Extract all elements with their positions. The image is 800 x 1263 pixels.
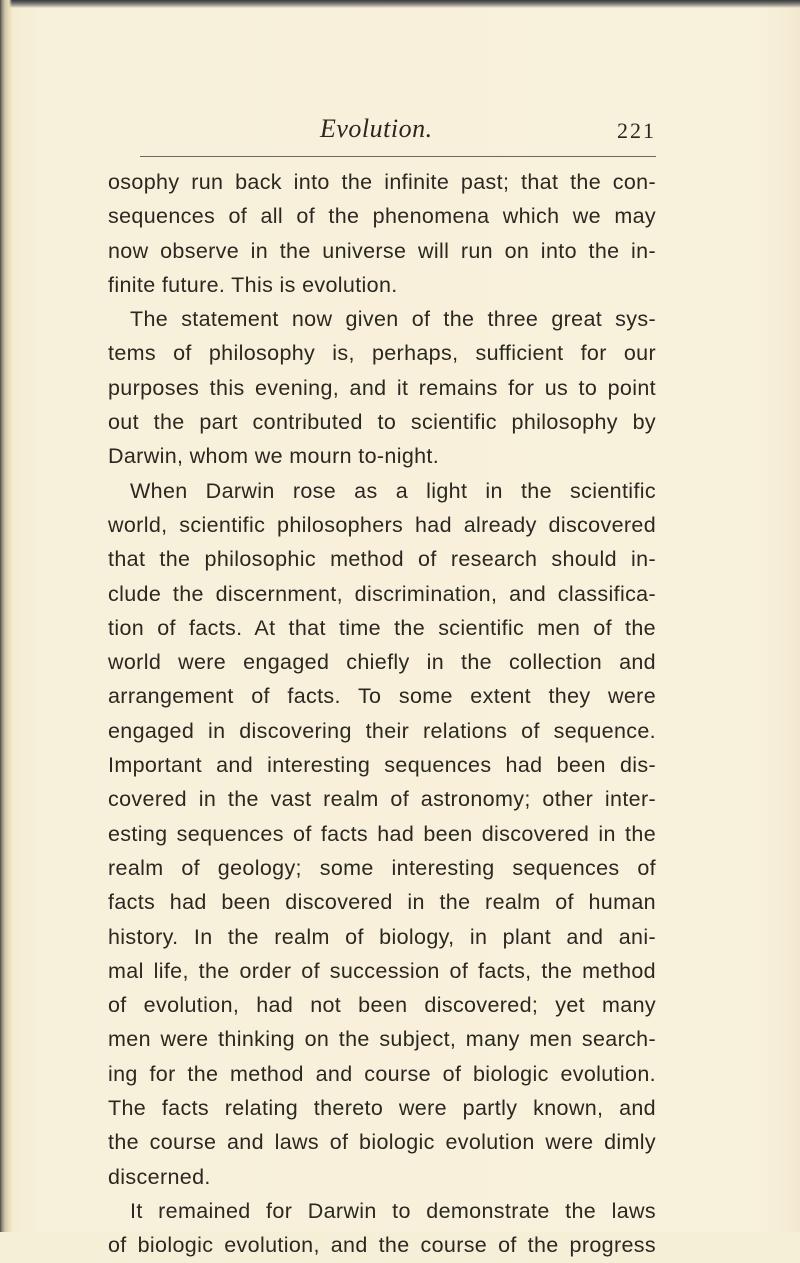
text-line: tion of facts. At that time the scientific men of the	[108, 615, 656, 640]
text-line: clude the discernment, discrimination, and classifica-	[108, 581, 656, 606]
text-line: arrangement of facts. To some extent they were	[108, 684, 656, 709]
text-line: When Darwin rose as a light in the scientific	[130, 478, 656, 503]
page-number: 221	[617, 118, 656, 143]
page-top-edge	[0, 0, 800, 8]
text-line: the course and laws of biologic evolution were dimly	[108, 1130, 656, 1155]
text-line: The facts relating thereto were partly known, and	[108, 1096, 656, 1121]
body-text	[108, 165, 656, 1263]
text-line: now observe in the universe will run on into the in-	[108, 238, 656, 263]
text-line: osophy run back into the infinite past; that the con-	[108, 170, 656, 194]
text-line: facts had been discovered in the realm of human	[108, 890, 656, 915]
text-line: of evolution, had not been discovered; yet many	[108, 993, 656, 1018]
text-line: covered in the vast realm of astronomy; other inter-	[108, 787, 656, 812]
text-line: purposes this evening, and it remains for us to point	[108, 375, 656, 400]
running-title: Evolution.	[320, 114, 433, 143]
text-line: that the philosophic method of research should in-	[108, 547, 656, 572]
text-line: The statement now given of the three great sys-	[130, 307, 656, 332]
header-rule	[140, 156, 656, 157]
text-line: sequences of all of the phenomena which we may	[108, 204, 656, 229]
text-line: realm of geology; some interesting sequences of	[108, 855, 656, 880]
text-line: ing for the method and course of biologic evolution.	[108, 1061, 656, 1086]
text-line: finite future. This is evolution.	[108, 272, 398, 297]
text-line: out the part contributed to scientific philosophy by	[108, 410, 656, 435]
text-line: engaged in discovering their relations of sequence.	[108, 718, 656, 743]
text-line: men were thinking on the subject, many men search-	[108, 1027, 656, 1052]
text-line: world were engaged chiefly in the collection and	[108, 650, 656, 675]
page-binding-edge	[0, 0, 12, 1232]
text-line: world, scientific philosophers had already discovered	[108, 512, 656, 537]
text-line: It remained for Darwin to demonstrate the laws	[130, 1198, 656, 1223]
text-line: tems of philosophy is, perhaps, sufficient for our	[108, 341, 656, 366]
text-line: history. In the realm of biology, in plant and ani-	[108, 924, 656, 949]
text-line: discerned.	[108, 1164, 211, 1189]
text-line: mal life, the order of succession of facts, the method	[108, 958, 656, 983]
text-line: Important and interesting sequences had been dis-	[108, 753, 656, 778]
text-line: Darwin, whom we mourn to-night.	[108, 444, 440, 469]
page-header	[108, 114, 656, 154]
text-line: esting sequences of facts had been discovered in the	[108, 821, 656, 846]
text-line: of biologic evolution, and the course of the progress	[108, 1233, 656, 1258]
